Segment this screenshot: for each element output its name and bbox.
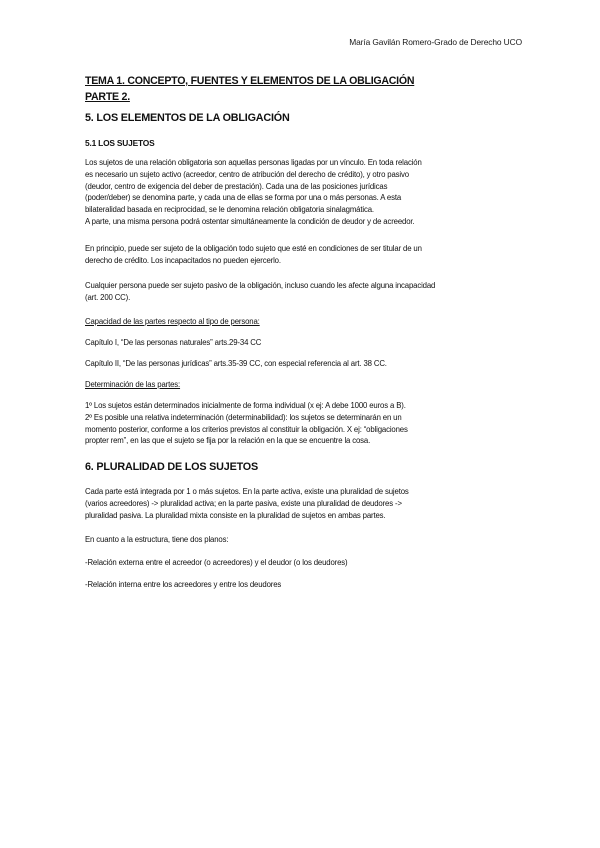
text-line: A parte, una misma persona podrá ostentar simultáneamente la condición de deudor y de acreedor. <box>85 216 415 226</box>
capitulo-2-line: Capítulo II, “De las personas jurídicas” arts.35-39 CC, con especial referencia al art. 38 CC. <box>85 359 387 368</box>
section-5-1-heading: 5.1 LOS SUJETOS <box>85 138 155 148</box>
plano-interno-line: -Relación interna entre los acreedores y entre los deudores <box>85 580 282 589</box>
capitulo-1-line: Capítulo I, “De las personas naturales” arts.29-34 CC <box>85 338 262 347</box>
determinacion-heading: Determinación de las partes: <box>85 380 181 389</box>
text-line: momento posterior, conforme a los criterios previstos al constituir la obligación. X ej: “obligaciones <box>85 424 408 434</box>
text-line: Cualquier persona puede ser sujeto pasivo de la obligación, incluso cuando les afecte alguna incapacidad <box>85 281 436 290</box>
text-line: 2º Es posible una relativa indeterminación (determinabilidad): los sujetos se determinarán en un <box>85 412 402 422</box>
document-subtitle: PARTE 2. <box>85 91 130 103</box>
section-5-paragraph-3 <box>85 280 435 304</box>
text-line: propter rem”, en las que el sujeto se fija por la relación en la que se encuentre la cosa. <box>85 436 371 446</box>
text-line: (varios acreedores) -> pluralidad activa; en la parte pasiva, existe una pluralidad de deudores -> <box>85 498 402 508</box>
section-5-paragraph-2 <box>85 243 422 267</box>
text-line: En principio, puede ser sujeto de la obligación todo sujeto que esté en condiciones de ser titular de un <box>85 244 422 253</box>
text-line: (art. 200 CC). <box>85 292 131 302</box>
text-line: 1º Los sujetos están determinados inicialmente de forma individual (x ej: A debe 1000 euros a B). <box>85 401 406 410</box>
text-line: bilateralidad basada en reciprocidad, se le denomina relación obligatoria sinalagmática. <box>85 205 374 215</box>
text-line: pluralidad pasiva. La pluralidad mixta consiste en la pluralidad de sujetos en ambas partes. <box>85 510 386 520</box>
capacidad-heading: Capacidad de las partes respecto al tipo de persona: <box>85 317 260 326</box>
section-6-paragraph-1 <box>85 486 409 521</box>
determinacion-paragraph <box>85 400 408 447</box>
section-5-paragraph-1 <box>85 157 422 228</box>
document-title: TEMA 1. CONCEPTO, FUENTES Y ELEMENTOS DE LA OBLIGACIÓN <box>85 75 415 87</box>
text-line: derecho de crédito. Los incapacitados no pueden ejercerlo. <box>85 255 281 265</box>
text-line: Los sujetos de una relación obligatoria son aquellas personas ligadas por un vínculo. En toda relación <box>85 158 422 167</box>
text-line: es necesario un sujeto activo (acreedor, centro de atribución del derecho de crédito), y otro pasivo <box>85 169 409 179</box>
section-6-paragraph-2: En cuanto a la estructura, tiene dos planos: <box>85 535 229 544</box>
text-line: (deudor, centro de exigencia del deber de prestación). Cada una de las posiciones jurídicas <box>85 181 388 191</box>
section-5-heading: 5. LOS ELEMENTOS DE LA OBLIGACIÓN <box>85 112 290 124</box>
plano-externo-line: -Relación externa entre el acreedor (o acreedores) y el deudor (o los deudores) <box>85 558 348 567</box>
text-line: Cada parte está integrada por 1 o más sujetos. En la parte activa, existe una pluralidad de sujetos <box>85 487 409 496</box>
text-line: (poder/deber) se denomina parte, y cada una de ellas se forma por una o más personas. A esta <box>85 193 402 203</box>
section-6-heading: 6. PLURALIDAD DE LOS SUJETOS <box>85 461 258 473</box>
page-header-author: María Gavilán Romero-Grado de Derecho UCO <box>349 37 522 47</box>
